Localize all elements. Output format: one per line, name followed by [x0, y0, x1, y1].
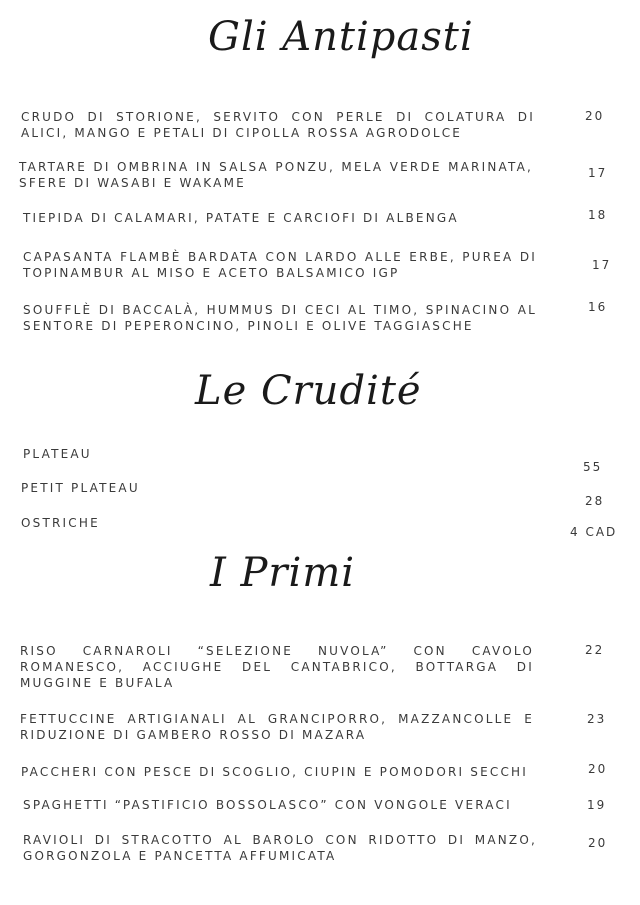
section-title-crudite: Le Crudité: [195, 368, 422, 414]
price-riso: 22: [585, 643, 605, 657]
price-fettuccine: 23: [587, 712, 607, 726]
price-crudo: 20: [585, 109, 605, 123]
price-spaghetti: 19: [587, 798, 607, 812]
menu-item-tiepida: TIEPIDA DI CALAMARI, PATATE E CARCIOFI DI ALBENGA: [23, 211, 459, 225]
menu-item-souffle: SOUFFLÈ DI BACCALÀ, HUMMUS DI CECI AL TIMO, SPINACINO AL SENTORE DI PEPERONCINO, PINOLI E OLIVE TAGGIASCHE: [23, 303, 537, 333]
menu-item-riso: RISO CARNAROLI “SELEZIONE NUVOLA” CON CAVOLO ROMANESCO, ACCIUGHE DEL CANTABRICO, BOTTARGA DI MUGGINE E BUFALA: [20, 644, 534, 690]
price-ostriche: 4 CAD: [570, 525, 618, 539]
price-ravioli: 20: [588, 836, 608, 850]
price-capasanta: 17: [592, 258, 612, 272]
menu-item-crudo: CRUDO DI STORIONE, SERVITO CON PERLE DI COLATURA DI ALICI, MANGO E PETALI DI CIPOLLA ROSSA AGRODOLCE: [21, 110, 535, 140]
menu-item-spaghetti: SPAGHETTI “PASTIFICIO BOSSOLASCO” CON VONGOLE VERACI: [23, 798, 512, 812]
menu-item-paccheri: PACCHERI CON PESCE DI SCOGLIO, CIUPIN E POMODORI SECCHI: [21, 765, 529, 779]
price-tiepida: 18: [588, 208, 608, 222]
menu-item-tartare: TARTARE DI OMBRINA IN SALSA PONZU, MELA VERDE MARINATA, SFERE DI WASABI E WAKAME: [19, 160, 533, 190]
section-title-antipasti: Gli Antipasti: [208, 14, 474, 60]
menu-item-petit-plateau: PETIT PLATEAU: [21, 481, 140, 495]
price-souffle: 16: [588, 300, 608, 314]
price-tartare: 17: [588, 166, 608, 180]
menu-item-fettuccine: FETTUCCINE ARTIGIANALI AL GRANCIPORRO, MAZZANCOLLE E RIDUZIONE DI GAMBERO ROSSO DI MAZARA: [20, 712, 534, 742]
menu-item-ravioli: RAVIOLI DI STRACOTTO AL BAROLO CON RIDOTTO DI MANZO, GORGONZOLA E PANCETTA AFFUMICATA: [23, 833, 537, 863]
section-title-primi: I Primi: [210, 550, 356, 596]
menu-item-plateau: PLATEAU: [23, 447, 92, 461]
menu-item-ostriche: OSTRICHE: [21, 516, 100, 530]
price-plateau: 55: [583, 460, 603, 474]
price-petit-plateau: 28: [585, 494, 605, 508]
price-paccheri: 20: [588, 762, 608, 776]
menu-item-capasanta: CAPASANTA FLAMBÈ BARDATA CON LARDO ALLE ERBE, PUREA DI TOPINAMBUR AL MISO E ACETO BALSAMICO IGP: [23, 250, 537, 280]
